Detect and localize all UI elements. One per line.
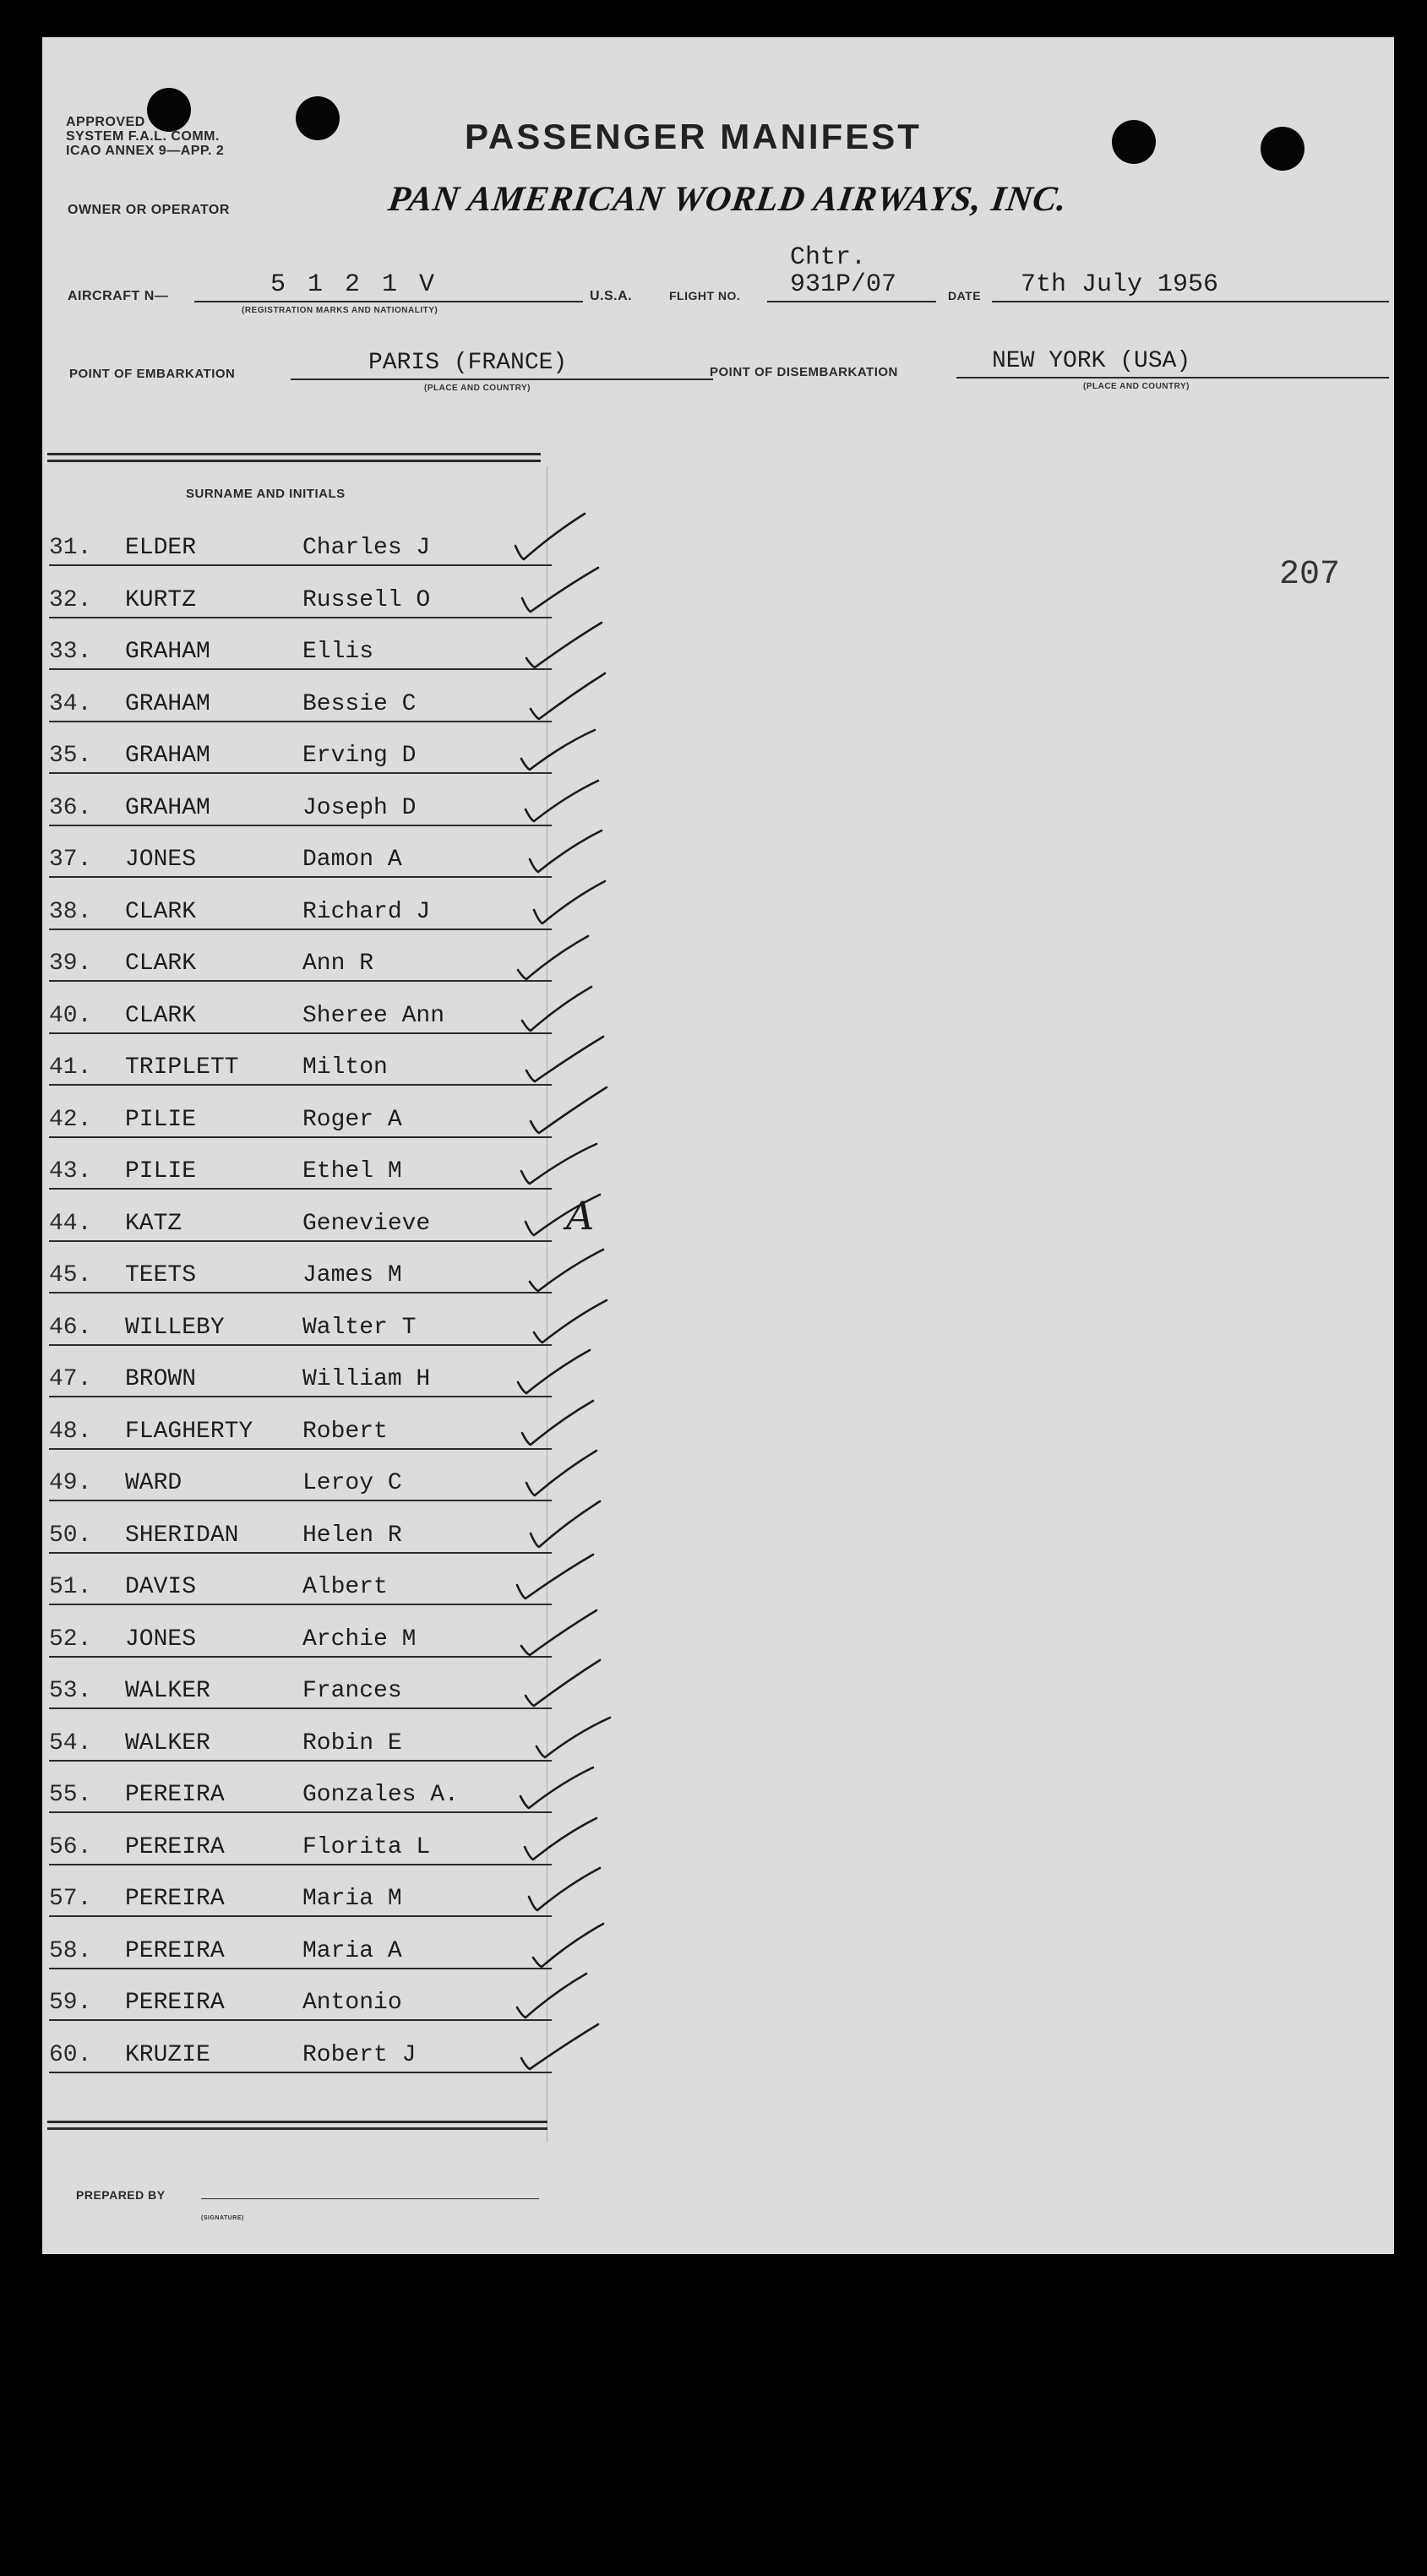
row-number: 48. bbox=[49, 1418, 92, 1445]
table-top-rule-1 bbox=[47, 453, 541, 455]
page-title: PASSENGER MANIFEST bbox=[465, 117, 922, 156]
row-number: 37. bbox=[49, 847, 92, 873]
table-row bbox=[49, 1863, 552, 1917]
row-number: 60. bbox=[49, 2041, 92, 2068]
check-mark-icon bbox=[532, 1292, 608, 1351]
check-mark-icon bbox=[520, 719, 596, 778]
passenger-surname: BROWN bbox=[125, 1366, 197, 1392]
row-number: 40. bbox=[49, 1002, 92, 1029]
row-number: 52. bbox=[49, 1626, 92, 1653]
row-number: 46. bbox=[49, 1314, 92, 1341]
passenger-surname: GRAHAM bbox=[125, 794, 210, 821]
passenger-given-name: Sheree Ann bbox=[302, 1002, 445, 1029]
flight-date: 7th July 1956 bbox=[1021, 270, 1219, 299]
flight-prefix: Chtr. bbox=[790, 243, 867, 272]
table-row bbox=[49, 1551, 552, 1605]
passenger-given-name: Milton bbox=[302, 1054, 388, 1081]
row-number: 36. bbox=[49, 794, 92, 821]
table-row bbox=[49, 1032, 552, 1086]
passenger-surname: CLARK bbox=[125, 1002, 197, 1029]
passenger-surname: JONES bbox=[125, 1626, 197, 1653]
passenger-surname: ELDER bbox=[125, 535, 197, 561]
passenger-surname: PEREIRA bbox=[125, 1833, 225, 1860]
passenger-surname: KRUZIE bbox=[125, 2041, 210, 2068]
passenger-given-name: Genevieve bbox=[302, 1210, 431, 1237]
passenger-given-name: James M bbox=[302, 1262, 402, 1288]
passenger-given-name: Maria M bbox=[302, 1886, 402, 1912]
row-number: 44. bbox=[49, 1210, 92, 1237]
table-row bbox=[49, 928, 552, 982]
check-mark-icon bbox=[523, 1809, 599, 1868]
check-mark-icon bbox=[529, 1082, 605, 1141]
check-mark-icon bbox=[519, 1757, 595, 1816]
row-annotation: A bbox=[566, 1192, 595, 1239]
table-row bbox=[49, 1915, 552, 1969]
disembark-rule bbox=[956, 377, 1389, 379]
row-number: 49. bbox=[49, 1470, 92, 1496]
row-number: 58. bbox=[49, 1937, 92, 1964]
table-row bbox=[49, 1655, 552, 1709]
table-row bbox=[49, 2019, 552, 2073]
aircraft-rule bbox=[194, 301, 583, 302]
passenger-given-name: Maria A bbox=[302, 1937, 402, 1964]
row-number: 54. bbox=[49, 1729, 92, 1756]
passenger-surname: WARD bbox=[125, 1470, 182, 1496]
disembark-label: POINT OF DISEMBARKATION bbox=[710, 365, 898, 379]
passenger-surname: TRIPLETT bbox=[125, 1054, 239, 1081]
passenger-surname: GRAHAM bbox=[125, 743, 210, 769]
table-row bbox=[49, 1811, 552, 1865]
check-mark-icon bbox=[528, 1240, 604, 1299]
row-number: 42. bbox=[49, 1106, 92, 1133]
passenger-surname: SHERIDAN bbox=[125, 1522, 239, 1549]
passenger-surname: PILIE bbox=[125, 1158, 197, 1185]
check-mark-icon bbox=[525, 1445, 601, 1504]
passenger-given-name: Charles J bbox=[302, 535, 431, 561]
table-row bbox=[49, 876, 552, 930]
check-mark-icon bbox=[516, 1342, 592, 1402]
check-mark-icon bbox=[532, 873, 608, 932]
row-number: 35. bbox=[49, 743, 92, 769]
passenger-given-name: Helen R bbox=[302, 1522, 402, 1549]
nationality: U.S.A. bbox=[590, 289, 633, 303]
column-header: SURNAME AND INITIALS bbox=[186, 487, 346, 501]
check-mark-icon bbox=[514, 509, 590, 568]
passenger-surname: PEREIRA bbox=[125, 1937, 225, 1964]
passenger-given-name: Joseph D bbox=[302, 794, 417, 821]
check-mark-icon bbox=[529, 668, 605, 727]
passenger-given-name: Richard J bbox=[302, 898, 431, 925]
table-row bbox=[49, 512, 552, 566]
passenger-surname: CLARK bbox=[125, 950, 197, 977]
passenger-given-name: Florita L bbox=[302, 1833, 431, 1860]
check-mark-icon bbox=[525, 617, 601, 676]
passenger-given-name: Albert bbox=[302, 1574, 388, 1600]
punch-hole-3 bbox=[1112, 120, 1156, 164]
row-number: 33. bbox=[49, 639, 92, 665]
row-number: 59. bbox=[49, 1990, 92, 2016]
date-label: DATE bbox=[948, 289, 982, 302]
punch-hole-4 bbox=[1261, 127, 1304, 171]
row-number: 41. bbox=[49, 1054, 92, 1081]
check-mark-icon bbox=[527, 1860, 603, 1919]
manifest-page bbox=[42, 37, 1394, 2254]
passenger-surname: PEREIRA bbox=[125, 1782, 225, 1808]
table-row bbox=[49, 720, 552, 774]
table-row bbox=[49, 1707, 552, 1762]
embark-sublabel: (PLACE AND COUNTRY) bbox=[424, 384, 531, 393]
passenger-given-name: Robin E bbox=[302, 1729, 402, 1756]
table-row bbox=[49, 1604, 552, 1658]
passenger-surname: GRAHAM bbox=[125, 639, 210, 665]
check-mark-icon bbox=[525, 1031, 601, 1090]
registration-sublabel: (REGISTRATION MARKS AND NATIONALITY) bbox=[242, 306, 438, 315]
disembark-place: NEW YORK (USA) bbox=[992, 348, 1191, 374]
prepared-by-rule bbox=[201, 2198, 539, 2199]
check-mark-icon bbox=[520, 1604, 596, 1664]
approval-line-3: ICAO ANNEX 9—APP. 2 bbox=[66, 144, 225, 158]
passenger-given-name: William H bbox=[302, 1366, 431, 1392]
passenger-given-name: Frances bbox=[302, 1678, 402, 1704]
table-row bbox=[49, 772, 552, 826]
check-mark-icon bbox=[524, 1655, 600, 1714]
check-mark-icon bbox=[535, 1707, 611, 1766]
row-number: 51. bbox=[49, 1574, 92, 1600]
passenger-surname: FLAGHERTY bbox=[125, 1418, 253, 1445]
table-row bbox=[49, 980, 552, 1034]
check-mark-icon bbox=[515, 1548, 591, 1607]
embark-rule bbox=[291, 379, 713, 380]
signature-sublabel: (SIGNATURE) bbox=[201, 2215, 244, 2221]
passenger-given-name: Archie M bbox=[302, 1626, 417, 1653]
row-number: 31. bbox=[49, 535, 92, 561]
passenger-surname: TEETS bbox=[125, 1262, 197, 1288]
check-mark-icon bbox=[520, 1394, 596, 1453]
passenger-surname: PEREIRA bbox=[125, 1886, 225, 1912]
passenger-given-name: Russell O bbox=[302, 586, 431, 613]
passenger-given-name: Leroy C bbox=[302, 1470, 402, 1496]
passenger-surname: DAVIS bbox=[125, 1574, 197, 1600]
approval-line-2: SYSTEM F.A.L. COMM. bbox=[66, 129, 220, 144]
check-mark-icon bbox=[520, 1133, 596, 1192]
prepared-by-label: PREPARED BY bbox=[76, 2188, 166, 2202]
table-row bbox=[49, 1759, 552, 1813]
row-number: 56. bbox=[49, 1833, 92, 1860]
row-number: 38. bbox=[49, 898, 92, 925]
passenger-surname: PILIE bbox=[125, 1106, 197, 1133]
table-row bbox=[49, 1084, 552, 1138]
row-number: 57. bbox=[49, 1886, 92, 1912]
passenger-given-name: Robert bbox=[302, 1418, 388, 1445]
check-mark-icon bbox=[520, 2018, 596, 2078]
row-number: 32. bbox=[49, 586, 92, 613]
row-number: 34. bbox=[49, 690, 92, 717]
check-mark-icon bbox=[524, 771, 600, 830]
row-number: 47. bbox=[49, 1366, 92, 1392]
table-top-rule-2 bbox=[47, 460, 541, 462]
table-row bbox=[49, 1239, 552, 1293]
row-number: 55. bbox=[49, 1782, 92, 1808]
check-mark-icon bbox=[528, 821, 604, 880]
row-number: 53. bbox=[49, 1678, 92, 1704]
passenger-given-name: Antonio bbox=[302, 1990, 402, 2016]
table-row bbox=[49, 564, 552, 618]
passenger-surname: WILLEBY bbox=[125, 1314, 225, 1341]
passenger-given-name: Damon A bbox=[302, 847, 402, 873]
row-number: 50. bbox=[49, 1522, 92, 1549]
passenger-surname: KURTZ bbox=[125, 586, 197, 613]
passenger-surname: KATZ bbox=[125, 1210, 182, 1237]
check-mark-icon bbox=[529, 1496, 605, 1555]
passenger-surname: PEREIRA bbox=[125, 1990, 225, 2016]
passenger-surname: GRAHAM bbox=[125, 690, 210, 717]
table-row bbox=[49, 1447, 552, 1501]
passenger-surname: CLARK bbox=[125, 898, 197, 925]
punch-hole-2 bbox=[296, 96, 340, 140]
table-row bbox=[49, 1292, 552, 1346]
embark-label: POINT OF EMBARKATION bbox=[69, 367, 236, 381]
disembark-sublabel: (PLACE AND COUNTRY) bbox=[1083, 382, 1190, 391]
passenger-given-name: Ann R bbox=[302, 950, 374, 977]
company-name: PAN AMERICAN WORLD AIRWAYS, INC. bbox=[385, 180, 1070, 219]
table-row bbox=[49, 1967, 552, 2021]
table-row bbox=[49, 1188, 552, 1242]
table-row bbox=[49, 824, 552, 878]
approval-line-1: APPROVED bbox=[66, 115, 145, 129]
passenger-given-name: Walter T bbox=[302, 1314, 417, 1341]
check-mark-icon bbox=[516, 929, 592, 988]
passenger-surname: JONES bbox=[125, 847, 197, 873]
flight-label: FLIGHT NO. bbox=[669, 289, 741, 302]
check-mark-icon bbox=[515, 1967, 591, 2026]
row-number: 45. bbox=[49, 1262, 92, 1288]
table-row bbox=[49, 1136, 552, 1190]
embark-place: PARIS (FRANCE) bbox=[368, 350, 568, 376]
check-mark-icon bbox=[520, 980, 596, 1039]
passenger-surname: WALKER bbox=[125, 1729, 210, 1756]
approval-block bbox=[66, 115, 224, 158]
passenger-given-name: Roger A bbox=[302, 1106, 402, 1133]
passenger-given-name: Robert J bbox=[302, 2041, 417, 2068]
passenger-given-name: Bessie C bbox=[302, 690, 417, 717]
date-rule bbox=[992, 301, 1389, 302]
table-row bbox=[49, 616, 552, 670]
passenger-given-name: Gonzales A. bbox=[302, 1782, 459, 1808]
owner-label: OWNER OR OPERATOR bbox=[68, 203, 230, 217]
aircraft-label: AIRCRAFT N— bbox=[68, 289, 169, 303]
table-row bbox=[49, 1396, 552, 1450]
flight-number: 931P/07 bbox=[790, 270, 897, 299]
check-mark-icon bbox=[520, 561, 596, 620]
aircraft-registration: 5 1 2 1 V bbox=[270, 270, 438, 299]
passenger-given-name: Ethel M bbox=[302, 1158, 402, 1185]
passenger-given-name: Ellis bbox=[302, 639, 374, 665]
table-bottom-rule-2 bbox=[47, 2127, 547, 2130]
table-row bbox=[49, 1500, 552, 1554]
table-row bbox=[49, 668, 552, 722]
check-mark-icon bbox=[531, 1916, 607, 1975]
passenger-surname: WALKER bbox=[125, 1678, 210, 1704]
page-number: 207 bbox=[1279, 556, 1341, 594]
row-number: 43. bbox=[49, 1158, 92, 1185]
flight-rule bbox=[767, 301, 936, 302]
table-row bbox=[49, 1343, 552, 1397]
row-number: 39. bbox=[49, 950, 92, 977]
passenger-given-name: Erving D bbox=[302, 743, 417, 769]
table-bottom-rule-1 bbox=[47, 2121, 547, 2123]
